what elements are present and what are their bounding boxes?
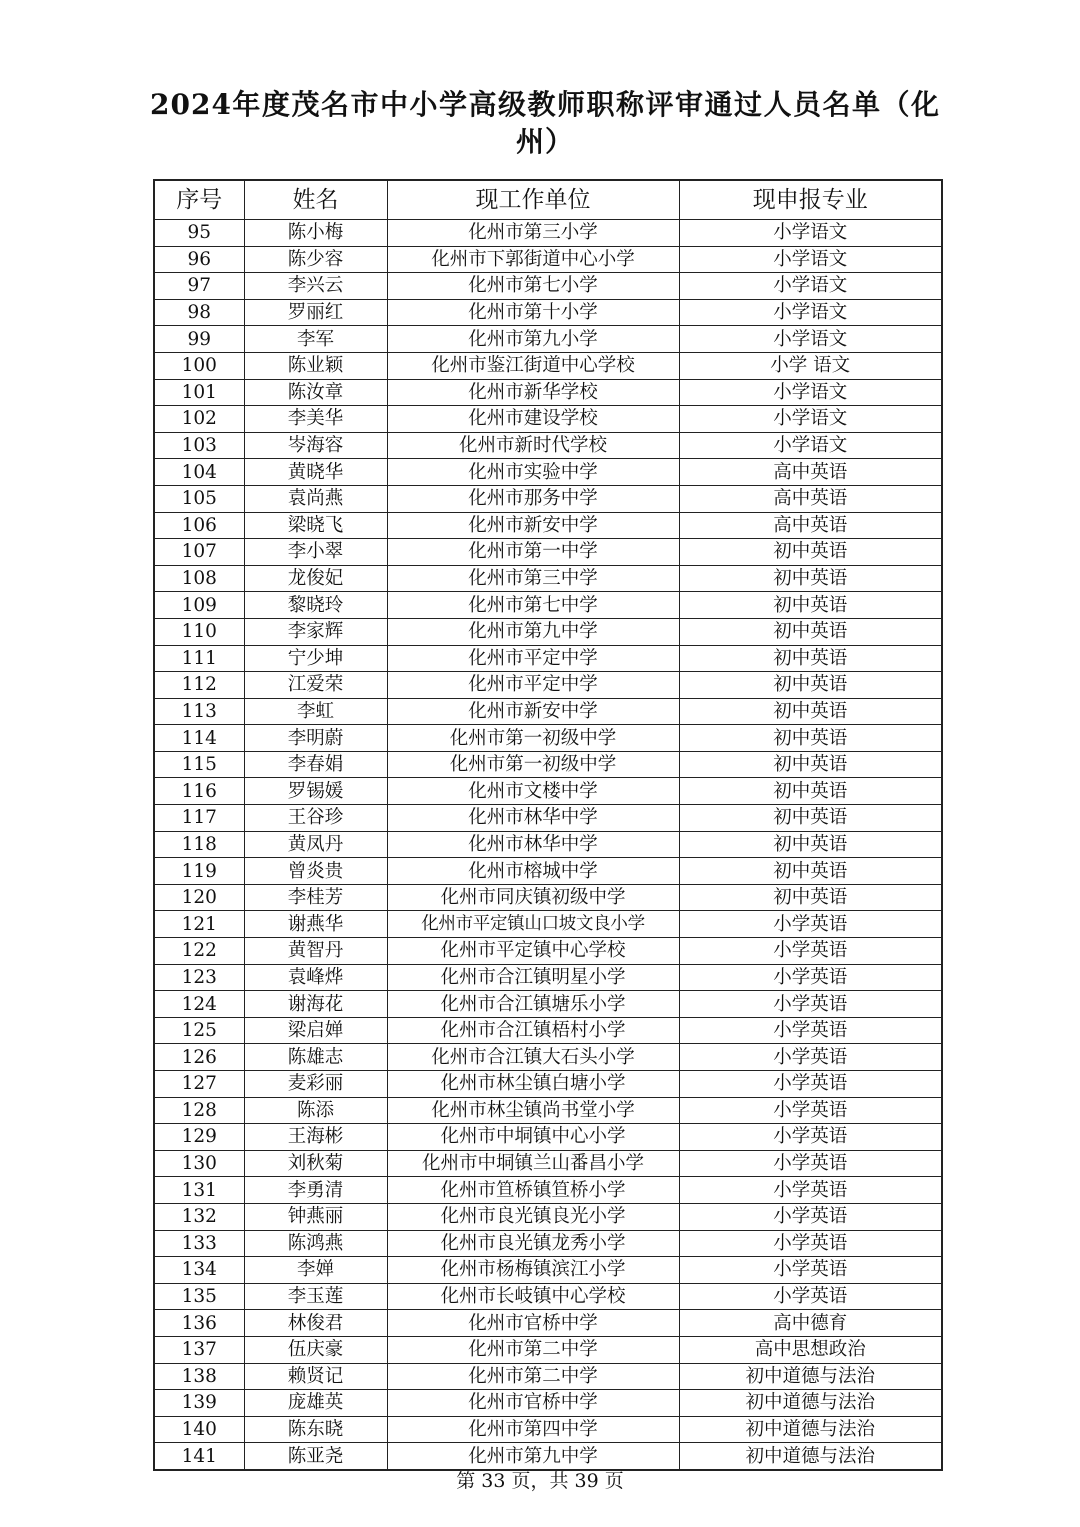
specialty-cell: 初中道德与法治 <box>679 1443 942 1470</box>
table-row <box>154 672 942 699</box>
unit-cell: 化州市中垌镇兰山番昌小学 <box>387 1150 679 1177</box>
name-cell: 庞雄英 <box>244 1390 387 1417</box>
unit-cell: 化州市长岐镇中心学校 <box>387 1283 679 1310</box>
serial-cell: 108 <box>154 565 244 592</box>
name-cell: 陈少容 <box>244 246 387 273</box>
unit-cell: 化州市合江镇塘乐小学 <box>387 991 679 1018</box>
document-title: 2024年度茂名市中小学高级教师职称评审通过人员名单（化州） <box>150 88 940 158</box>
name-cell: 李明蔚 <box>244 725 387 752</box>
name-cell: 黄晓华 <box>244 459 387 486</box>
specialty-cell: 初中道德与法治 <box>679 1390 942 1417</box>
unit-cell: 化州市官桥中学 <box>387 1390 679 1417</box>
unit-cell: 化州市林尘镇白塘小学 <box>387 1071 679 1098</box>
serial-cell: 112 <box>154 672 244 699</box>
serial-cell: 120 <box>154 884 244 911</box>
table-row <box>154 326 942 353</box>
table-row <box>154 273 942 300</box>
serial-cell: 132 <box>154 1203 244 1230</box>
specialty-cell: 初中英语 <box>679 698 942 725</box>
name-cell: 梁启婵 <box>244 1017 387 1044</box>
table-row <box>154 858 942 885</box>
name-cell: 陈汝章 <box>244 379 387 406</box>
specialty-cell: 初中道德与法治 <box>679 1363 942 1390</box>
serial-cell: 138 <box>154 1363 244 1390</box>
table-row <box>154 1230 942 1257</box>
specialty-cell: 小学英语 <box>679 1177 942 1204</box>
table-row <box>154 246 942 273</box>
serial-cell: 104 <box>154 459 244 486</box>
serial-cell: 106 <box>154 512 244 539</box>
specialty-cell: 小学英语 <box>679 1097 942 1124</box>
unit-cell: 化州市笪桥镇笪桥小学 <box>387 1177 679 1204</box>
serial-cell: 101 <box>154 379 244 406</box>
unit-cell: 化州市林华中学 <box>387 831 679 858</box>
header-work-unit: 现工作单位 <box>387 180 679 220</box>
table-row <box>154 512 942 539</box>
specialty-cell: 小学语文 <box>679 246 942 273</box>
table-body <box>154 220 942 1470</box>
table-row <box>154 1124 942 1151</box>
name-cell: 王谷珍 <box>244 805 387 832</box>
specialty-cell: 小学 语文 <box>679 352 942 379</box>
specialty-cell: 小学语文 <box>679 299 942 326</box>
specialty-cell: 高中英语 <box>679 512 942 539</box>
name-cell: 袁峰烨 <box>244 964 387 991</box>
name-cell: 梁晓飞 <box>244 512 387 539</box>
unit-cell: 化州市第一初级中学 <box>387 725 679 752</box>
table-row <box>154 299 942 326</box>
table-row <box>154 1071 942 1098</box>
specialty-cell: 小学语文 <box>679 220 942 247</box>
specialty-cell: 初中英语 <box>679 618 942 645</box>
table-row <box>154 352 942 379</box>
table-row <box>154 645 942 672</box>
unit-cell: 化州市中垌镇中心小学 <box>387 1124 679 1151</box>
unit-cell: 化州市平定中学 <box>387 672 679 699</box>
name-cell: 袁尚燕 <box>244 485 387 512</box>
specialty-cell: 初中英语 <box>679 672 942 699</box>
serial-cell: 121 <box>154 911 244 938</box>
serial-cell: 117 <box>154 805 244 832</box>
table-row <box>154 485 942 512</box>
name-cell: 李玉莲 <box>244 1283 387 1310</box>
table-row <box>154 539 942 566</box>
unit-cell: 化州市合江镇明星小学 <box>387 964 679 991</box>
table-row <box>154 618 942 645</box>
specialty-cell: 小学英语 <box>679 1257 942 1284</box>
unit-cell: 化州市第一初级中学 <box>387 751 679 778</box>
page-footer: 第 33 页，共 39 页 <box>456 1470 624 1492</box>
table-row <box>154 805 942 832</box>
header-name: 姓名 <box>244 180 387 220</box>
serial-cell: 110 <box>154 618 244 645</box>
name-cell: 林俊君 <box>244 1310 387 1337</box>
serial-cell: 141 <box>154 1443 244 1470</box>
serial-cell: 99 <box>154 326 244 353</box>
unit-cell: 化州市平定镇山口坡文良小学 <box>387 911 679 938</box>
serial-cell: 129 <box>154 1124 244 1151</box>
specialty-cell: 初中英语 <box>679 884 942 911</box>
unit-cell: 化州市新时代学校 <box>387 432 679 459</box>
name-cell: 李桂芳 <box>244 884 387 911</box>
table-row <box>154 1044 942 1071</box>
table-row <box>154 565 942 592</box>
serial-cell: 118 <box>154 831 244 858</box>
serial-cell: 124 <box>154 991 244 1018</box>
table-row <box>154 1390 942 1417</box>
serial-cell: 128 <box>154 1097 244 1124</box>
unit-cell: 化州市第三小学 <box>387 220 679 247</box>
name-cell: 麦彩丽 <box>244 1071 387 1098</box>
specialty-cell: 初中英语 <box>679 592 942 619</box>
specialty-cell: 初中英语 <box>679 565 942 592</box>
unit-cell: 化州市建设学校 <box>387 406 679 433</box>
name-cell: 黎晓玲 <box>244 592 387 619</box>
name-cell: 赖贤记 <box>244 1363 387 1390</box>
serial-cell: 113 <box>154 698 244 725</box>
name-cell: 罗锡媛 <box>244 778 387 805</box>
name-cell: 曾炎贵 <box>244 858 387 885</box>
specialty-cell: 高中英语 <box>679 459 942 486</box>
specialty-cell: 小学英语 <box>679 1150 942 1177</box>
specialty-cell: 初中英语 <box>679 645 942 672</box>
specialty-cell: 初中英语 <box>679 539 942 566</box>
name-cell: 刘秋菊 <box>244 1150 387 1177</box>
unit-cell: 化州市第九中学 <box>387 1443 679 1470</box>
unit-cell: 化州市林尘镇尚书堂小学 <box>387 1097 679 1124</box>
name-cell: 陈鸿燕 <box>244 1230 387 1257</box>
roster-table <box>153 179 943 1471</box>
specialty-cell: 小学英语 <box>679 938 942 965</box>
table-row <box>154 1203 942 1230</box>
name-cell: 龙俊妃 <box>244 565 387 592</box>
specialty-cell: 初中英语 <box>679 751 942 778</box>
table-row <box>154 1017 942 1044</box>
specialty-cell: 初中英语 <box>679 778 942 805</box>
unit-cell: 化州市下郭街道中心小学 <box>387 246 679 273</box>
specialty-cell: 小学英语 <box>679 991 942 1018</box>
serial-cell: 133 <box>154 1230 244 1257</box>
table-row <box>154 379 942 406</box>
name-cell: 李虹 <box>244 698 387 725</box>
specialty-cell: 小学语文 <box>679 406 942 433</box>
serial-cell: 114 <box>154 725 244 752</box>
serial-cell: 119 <box>154 858 244 885</box>
table-row <box>154 1416 942 1443</box>
unit-cell: 化州市第九小学 <box>387 326 679 353</box>
table-row <box>154 1097 942 1124</box>
unit-cell: 化州市良光镇龙秀小学 <box>387 1230 679 1257</box>
name-cell: 谢海花 <box>244 991 387 1018</box>
unit-cell: 化州市第九中学 <box>387 618 679 645</box>
table-row <box>154 1363 942 1390</box>
unit-cell: 化州市第一中学 <box>387 539 679 566</box>
specialty-cell: 小学语文 <box>679 273 942 300</box>
name-cell: 李小翠 <box>244 539 387 566</box>
name-cell: 伍庆豪 <box>244 1336 387 1363</box>
header-serial: 序号 <box>154 180 244 220</box>
name-cell: 李春娟 <box>244 751 387 778</box>
serial-cell: 97 <box>154 273 244 300</box>
unit-cell: 化州市鉴江街道中心学校 <box>387 352 679 379</box>
specialty-cell: 小学英语 <box>679 1203 942 1230</box>
name-cell: 黄智丹 <box>244 938 387 965</box>
unit-cell: 化州市林华中学 <box>387 805 679 832</box>
name-cell: 谢燕华 <box>244 911 387 938</box>
name-cell: 钟燕丽 <box>244 1203 387 1230</box>
unit-cell: 化州市同庆镇初级中学 <box>387 884 679 911</box>
unit-cell: 化州市文楼中学 <box>387 778 679 805</box>
serial-cell: 105 <box>154 485 244 512</box>
name-cell: 陈添 <box>244 1097 387 1124</box>
unit-cell: 化州市第三中学 <box>387 565 679 592</box>
specialty-cell: 小学英语 <box>679 1017 942 1044</box>
specialty-cell: 初中英语 <box>679 805 942 832</box>
serial-cell: 107 <box>154 539 244 566</box>
table-row <box>154 831 942 858</box>
name-cell: 陈小梅 <box>244 220 387 247</box>
serial-cell: 103 <box>154 432 244 459</box>
serial-cell: 95 <box>154 220 244 247</box>
table-row <box>154 1310 942 1337</box>
specialty-cell: 小学英语 <box>679 911 942 938</box>
table-header-row <box>154 180 942 220</box>
specialty-cell: 小学英语 <box>679 964 942 991</box>
serial-cell: 134 <box>154 1257 244 1284</box>
table-row <box>154 884 942 911</box>
serial-cell: 137 <box>154 1336 244 1363</box>
unit-cell: 化州市榕城中学 <box>387 858 679 885</box>
table-row <box>154 220 942 247</box>
unit-cell: 化州市第二中学 <box>387 1336 679 1363</box>
table-row <box>154 964 942 991</box>
table-row <box>154 1150 942 1177</box>
unit-cell: 化州市新安中学 <box>387 512 679 539</box>
name-cell: 李勇清 <box>244 1177 387 1204</box>
specialty-cell: 小学英语 <box>679 1283 942 1310</box>
serial-cell: 140 <box>154 1416 244 1443</box>
table-row <box>154 911 942 938</box>
specialty-cell: 高中德育 <box>679 1310 942 1337</box>
specialty-cell: 高中英语 <box>679 485 942 512</box>
serial-cell: 135 <box>154 1283 244 1310</box>
name-cell: 宁少坤 <box>244 645 387 672</box>
serial-cell: 98 <box>154 299 244 326</box>
serial-cell: 126 <box>154 1044 244 1071</box>
unit-cell: 化州市新安中学 <box>387 698 679 725</box>
table-row <box>154 1257 942 1284</box>
serial-cell: 131 <box>154 1177 244 1204</box>
unit-cell: 化州市平定中学 <box>387 645 679 672</box>
table-row <box>154 698 942 725</box>
serial-cell: 139 <box>154 1390 244 1417</box>
specialty-cell: 小学英语 <box>679 1071 942 1098</box>
serial-cell: 136 <box>154 1310 244 1337</box>
name-cell: 李军 <box>244 326 387 353</box>
unit-cell: 化州市那务中学 <box>387 485 679 512</box>
unit-cell: 化州市第十小学 <box>387 299 679 326</box>
specialty-cell: 小学英语 <box>679 1230 942 1257</box>
name-cell: 李家辉 <box>244 618 387 645</box>
unit-cell: 化州市平定镇中心学校 <box>387 938 679 965</box>
name-cell: 李美华 <box>244 406 387 433</box>
name-cell: 岑海容 <box>244 432 387 459</box>
unit-cell: 化州市实验中学 <box>387 459 679 486</box>
unit-cell: 化州市良光镇良光小学 <box>387 1203 679 1230</box>
serial-cell: 111 <box>154 645 244 672</box>
serial-cell: 127 <box>154 1071 244 1098</box>
table-row <box>154 1443 942 1470</box>
table-row <box>154 1177 942 1204</box>
name-cell: 陈东晓 <box>244 1416 387 1443</box>
serial-cell: 116 <box>154 778 244 805</box>
serial-cell: 102 <box>154 406 244 433</box>
unit-cell: 化州市合江镇大石头小学 <box>387 1044 679 1071</box>
unit-cell: 化州市官桥中学 <box>387 1310 679 1337</box>
specialty-cell: 初中英语 <box>679 831 942 858</box>
name-cell: 王海彬 <box>244 1124 387 1151</box>
unit-cell: 化州市第四中学 <box>387 1416 679 1443</box>
unit-cell: 化州市第七中学 <box>387 592 679 619</box>
serial-cell: 123 <box>154 964 244 991</box>
name-cell: 江爱荣 <box>244 672 387 699</box>
specialty-cell: 小学语文 <box>679 379 942 406</box>
unit-cell: 化州市第七小学 <box>387 273 679 300</box>
name-cell: 罗丽红 <box>244 299 387 326</box>
unit-cell: 化州市第二中学 <box>387 1363 679 1390</box>
specialty-cell: 初中英语 <box>679 858 942 885</box>
table-row <box>154 592 942 619</box>
table-row <box>154 459 942 486</box>
serial-cell: 100 <box>154 352 244 379</box>
table-row <box>154 1336 942 1363</box>
serial-cell: 125 <box>154 1017 244 1044</box>
serial-cell: 115 <box>154 751 244 778</box>
header-specialty: 现申报专业 <box>679 180 942 220</box>
specialty-cell: 小学语文 <box>679 326 942 353</box>
name-cell: 陈雄志 <box>244 1044 387 1071</box>
name-cell: 李婵 <box>244 1257 387 1284</box>
table-row <box>154 938 942 965</box>
specialty-cell: 小学英语 <box>679 1044 942 1071</box>
table-row <box>154 991 942 1018</box>
name-cell: 黄凤丹 <box>244 831 387 858</box>
specialty-cell: 初中道德与法治 <box>679 1416 942 1443</box>
serial-cell: 130 <box>154 1150 244 1177</box>
unit-cell: 化州市新华学校 <box>387 379 679 406</box>
specialty-cell: 小学语文 <box>679 432 942 459</box>
name-cell: 李兴云 <box>244 273 387 300</box>
serial-cell: 109 <box>154 592 244 619</box>
specialty-cell: 高中思想政治 <box>679 1336 942 1363</box>
name-cell: 陈业颖 <box>244 352 387 379</box>
unit-cell: 化州市杨梅镇滨江小学 <box>387 1257 679 1284</box>
serial-cell: 96 <box>154 246 244 273</box>
specialty-cell: 初中英语 <box>679 725 942 752</box>
name-cell: 陈亚尧 <box>244 1443 387 1470</box>
serial-cell: 122 <box>154 938 244 965</box>
table-row <box>154 751 942 778</box>
table-row <box>154 406 942 433</box>
unit-cell: 化州市合江镇梧村小学 <box>387 1017 679 1044</box>
table-row <box>154 1283 942 1310</box>
table-row <box>154 778 942 805</box>
table-row <box>154 432 942 459</box>
specialty-cell: 小学英语 <box>679 1124 942 1151</box>
table-row <box>154 725 942 752</box>
